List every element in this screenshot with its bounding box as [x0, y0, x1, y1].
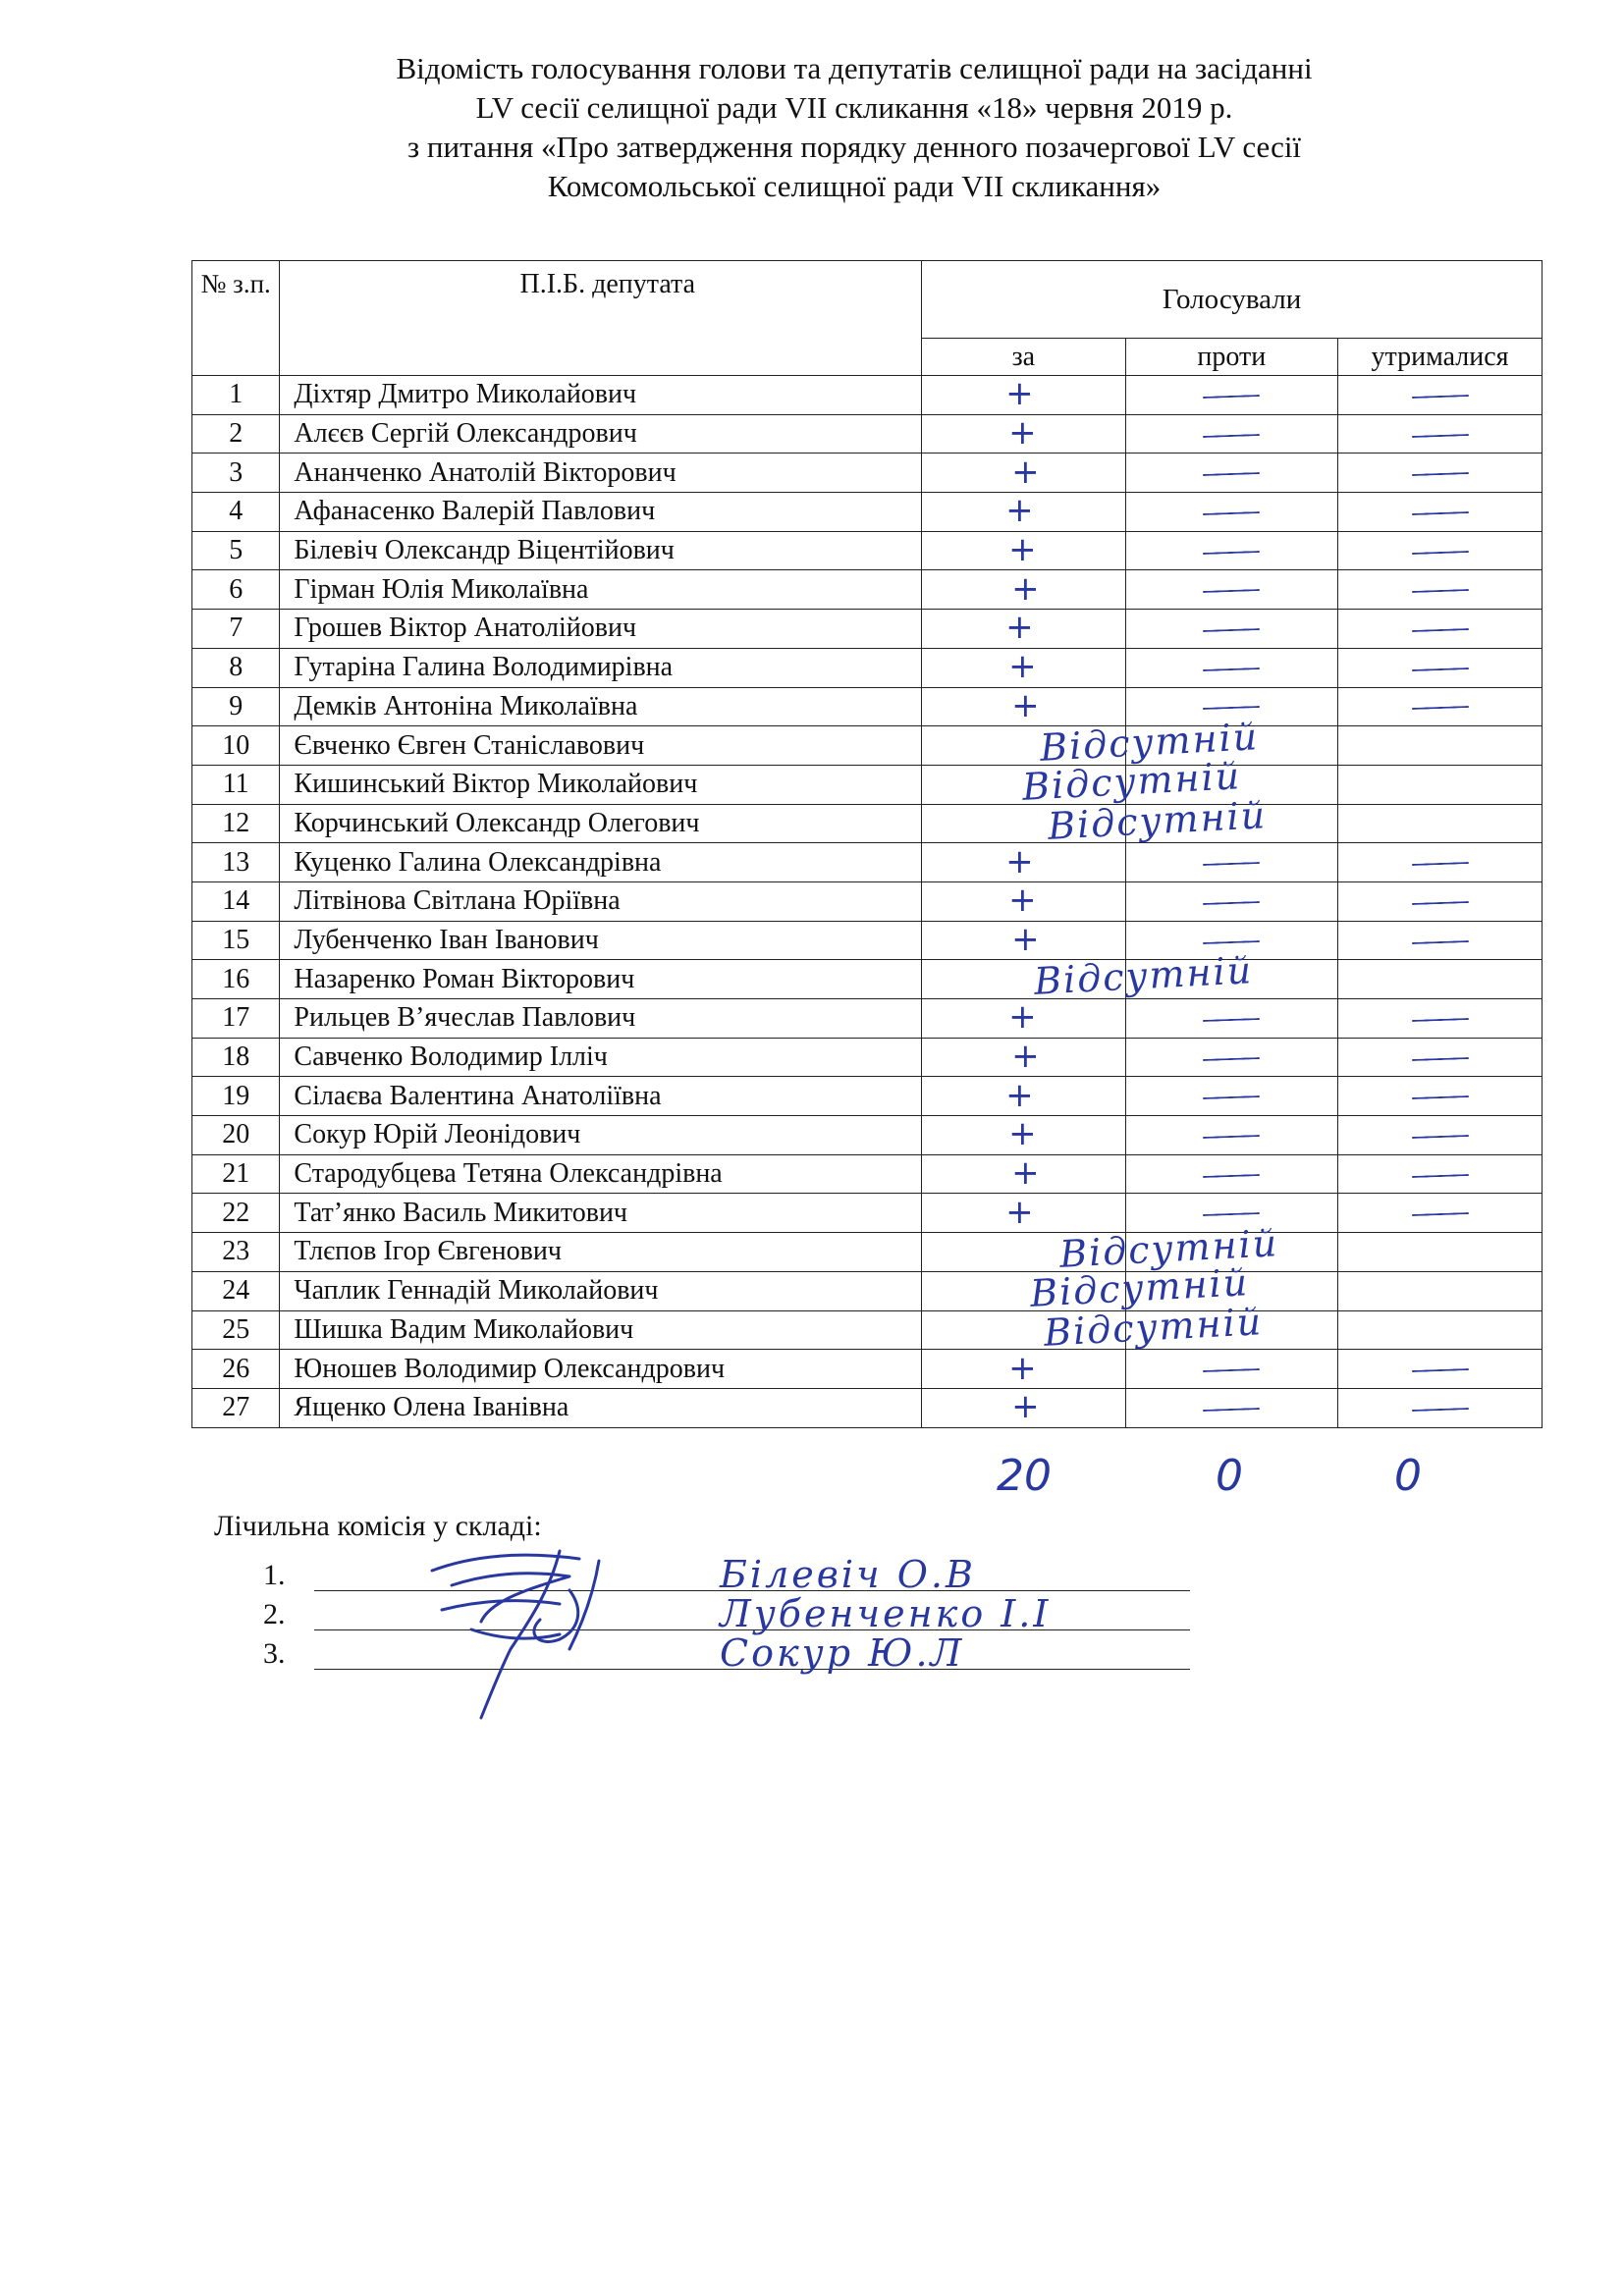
table-row [192, 687, 1543, 726]
row-number: 11 [192, 765, 280, 804]
row-number: 18 [192, 1038, 280, 1077]
table-row [192, 570, 1543, 610]
dash-mark [1203, 940, 1260, 944]
vote-cell-for [922, 531, 1126, 570]
row-number: 13 [192, 843, 280, 882]
vote-cell-for [922, 1221, 1280, 1276]
row-number: 7 [192, 610, 280, 649]
dash-mark [1412, 551, 1469, 555]
dash-mark [1412, 1408, 1469, 1412]
plus-mark: + [1008, 647, 1037, 687]
plus-mark: + [1005, 841, 1034, 881]
vote-cell-abstained [1338, 1233, 1543, 1272]
deputy-name: Алєєв Сергій Олександрович [280, 414, 922, 454]
vote-cell-abstained [1338, 1116, 1543, 1155]
absent-mark: Відсутній [1029, 1260, 1251, 1315]
plus-mark: + [1005, 1075, 1034, 1115]
vote-cell-against [1125, 843, 1337, 882]
row-number: 22 [192, 1194, 280, 1233]
table-row [192, 493, 1543, 532]
dash-mark [1412, 1057, 1469, 1061]
header-voted: Голосували [922, 261, 1543, 339]
table-row [192, 1077, 1543, 1116]
row-number: 2 [192, 414, 280, 454]
vote-cell-abstained [1338, 531, 1543, 570]
absent-mark: Відсутній [1039, 715, 1261, 770]
dash-mark [1203, 667, 1260, 671]
vote-cell-against [1125, 531, 1337, 570]
row-number: 16 [192, 960, 280, 999]
vote-cell-for [922, 948, 1255, 1004]
plus-mark: + [1011, 1037, 1040, 1077]
table-row [192, 921, 1543, 960]
member-number: 1. [263, 1559, 286, 1591]
header-for: за [922, 339, 1126, 376]
dash-mark [1412, 706, 1469, 710]
dash-mark [1203, 589, 1260, 593]
header-against: проти [1125, 339, 1337, 376]
vote-cell-abstained [1338, 726, 1543, 766]
vote-cell-abstained [1338, 687, 1543, 726]
table-row [192, 414, 1543, 454]
heading-line-3: з питання «Про затвердження порядку денного позачергової LV сесії [406, 130, 1302, 164]
row-number: 4 [192, 493, 280, 532]
row-number: 14 [192, 881, 280, 921]
vote-cell-for [922, 687, 1126, 726]
plus-mark: + [1005, 374, 1034, 414]
deputy-name: Гутаріна Галина Володимирівна [280, 648, 922, 687]
row-number: 9 [192, 687, 280, 726]
dash-mark [1412, 434, 1469, 438]
row-number: 25 [192, 1310, 280, 1350]
absent-mark: Відсутній [1047, 792, 1269, 848]
table-row [192, 726, 1543, 766]
vote-cell-for [922, 454, 1126, 493]
vote-cell-for [922, 1388, 1126, 1427]
row-number: 20 [192, 1116, 280, 1155]
handwritten-signature [412, 1531, 668, 1728]
plus-mark: + [1011, 1153, 1040, 1194]
vote-cell-for [922, 1038, 1126, 1077]
vote-cell-abstained [1338, 765, 1543, 804]
row-number: 8 [192, 648, 280, 687]
vote-cell-for [922, 754, 1243, 809]
vote-cell-abstained [1338, 1350, 1543, 1389]
table-row [192, 1388, 1543, 1427]
commission-member [263, 1592, 1052, 1637]
heading-line-2: LV сесії селищної ради VII скликання «18» червня 2019 р. [475, 90, 1233, 125]
dash-mark [1412, 862, 1469, 866]
vote-cell-against [1125, 610, 1337, 649]
vote-cell-against [1125, 999, 1337, 1039]
deputy-name: Грошев Віктор Анатолійович [280, 610, 922, 649]
vote-cell-against [1125, 960, 1337, 999]
row-number: 10 [192, 726, 280, 766]
vote-cell-abstained [1338, 881, 1543, 921]
row-number: 26 [192, 1350, 280, 1389]
dash-mark [1412, 901, 1469, 905]
table-row [192, 376, 1543, 415]
table-row [192, 765, 1543, 804]
row-number: 24 [192, 1271, 280, 1310]
vote-cell-against [1125, 376, 1337, 415]
deputy-name: Кишинський Віктор Миколайович [280, 765, 922, 804]
row-number: 27 [192, 1388, 280, 1427]
row-number: 23 [192, 1233, 280, 1272]
table-row [192, 960, 1543, 999]
vote-cell-for [922, 843, 1126, 882]
total-against: 0 [1216, 1451, 1243, 1501]
deputy-name: Афанасенко Валерій Павлович [280, 493, 922, 532]
dash-mark [1412, 940, 1469, 944]
vote-cell-abstained [1338, 1194, 1543, 1233]
dash-mark [1203, 395, 1260, 399]
dash-mark [1203, 1018, 1260, 1022]
plus-mark: + [1005, 491, 1034, 531]
row-number: 5 [192, 531, 280, 570]
dash-mark [1412, 1018, 1469, 1022]
dash-mark [1203, 434, 1260, 438]
vote-cell-abstained [1338, 1077, 1543, 1116]
vote-cell-against [1125, 570, 1337, 610]
vote-cell-for [922, 610, 1126, 649]
table-row [192, 1310, 1543, 1350]
vote-cell-against [1125, 414, 1337, 454]
vote-cell-abstained [1338, 493, 1543, 532]
table-row [192, 648, 1543, 687]
vote-cell-against [1125, 493, 1337, 532]
member-number: 3. [263, 1637, 286, 1670]
dash-mark [1203, 1408, 1260, 1412]
vote-cell-against [1125, 648, 1337, 687]
table-row [192, 1350, 1543, 1389]
absent-mark: Відсутній [1043, 1299, 1265, 1355]
vote-cell-abstained [1338, 1038, 1543, 1077]
dash-mark [1412, 628, 1469, 632]
plus-mark: + [1011, 919, 1040, 959]
plus-mark: + [1008, 997, 1037, 1038]
vote-cell-for [922, 1350, 1126, 1389]
plus-mark: + [1008, 1114, 1037, 1154]
total-for: 20 [997, 1451, 1052, 1501]
vote-cell-abstained [1338, 376, 1543, 415]
table-row [192, 531, 1543, 570]
vote-cell-for [922, 414, 1126, 454]
plus-mark: + [1005, 1192, 1034, 1232]
vote-cell-for [922, 648, 1126, 687]
header-name: П.І.Б. депутата [280, 261, 922, 376]
vote-cell-against [1125, 1154, 1337, 1194]
plus-mark: + [1011, 568, 1040, 609]
dash-mark [1203, 1368, 1260, 1372]
vote-cell-against [1125, 1077, 1337, 1116]
vote-cell-against [1125, 1310, 1337, 1350]
table-row [192, 1271, 1543, 1310]
dash-mark [1412, 667, 1469, 671]
dash-mark [1203, 1212, 1260, 1216]
deputy-name: Савченко Володимир Ілліч [280, 1038, 922, 1077]
table-row [192, 999, 1543, 1039]
member-number: 2. [263, 1598, 286, 1630]
dash-mark [1412, 511, 1469, 515]
row-number: 1 [192, 376, 280, 415]
plus-mark: + [1011, 685, 1040, 725]
table-row [192, 1194, 1543, 1233]
vote-cell-for [922, 1299, 1265, 1355]
vote-cell-abstained [1338, 1271, 1543, 1310]
deputy-name: Сілаєва Валентина Анатоліївна [280, 1077, 922, 1116]
plus-mark: + [1005, 608, 1034, 648]
table-row [192, 843, 1543, 882]
dash-mark [1203, 901, 1260, 905]
deputy-name: Назаренко Роман Вікторович [280, 960, 922, 999]
deputy-name: Діхтяр Дмитро Миколайович [280, 376, 922, 415]
vote-cell-for [922, 715, 1261, 770]
vote-cell-for [922, 881, 1126, 921]
dash-mark [1203, 862, 1260, 866]
deputy-name: Літвінова Світлана Юріївна [280, 881, 922, 921]
total-abstained: 0 [1394, 1451, 1422, 1501]
vote-cell-for [922, 999, 1126, 1039]
dash-mark [1412, 1212, 1469, 1216]
vote-cell-for [922, 1260, 1251, 1315]
row-number: 17 [192, 999, 280, 1039]
deputy-name: Ященко Олена Іванівна [280, 1388, 922, 1427]
table-row [192, 804, 1543, 843]
row-number: 21 [192, 1154, 280, 1194]
dash-mark [1412, 1135, 1469, 1139]
plus-mark: + [1008, 1348, 1037, 1388]
deputy-name: Білевіч Олександр Віцентійович [280, 531, 922, 570]
table-row [192, 1038, 1543, 1077]
table-row [192, 1154, 1543, 1194]
header-number: № з.п. [192, 261, 280, 376]
absent-mark: Відсутній [1058, 1221, 1280, 1276]
heading-line-4: Комсомольської селищної ради VII скликання» [547, 169, 1162, 203]
deputy-name: Шишка Вадим Миколайович [280, 1310, 922, 1350]
heading-line-1: Відомість голосування голови та депутатів селищної ради на засіданні [396, 51, 1313, 85]
deputy-name: Куценко Галина Олександрівна [280, 843, 922, 882]
member-name: Білевіч О.В [720, 1553, 976, 1596]
dash-mark [1203, 1135, 1260, 1139]
dash-mark [1203, 511, 1260, 515]
plus-mark: + [1008, 881, 1037, 921]
commission-member [263, 1553, 976, 1598]
vote-cell-abstained [1338, 1388, 1543, 1427]
commission-members [263, 1553, 1052, 1677]
dash-mark [1412, 1368, 1469, 1372]
plus-mark: + [1011, 1387, 1040, 1427]
vote-cell-abstained [1338, 454, 1543, 493]
dash-mark [1412, 472, 1469, 476]
vote-cell-abstained [1338, 960, 1543, 999]
table-row [192, 1116, 1543, 1155]
row-number: 15 [192, 921, 280, 960]
member-name: Сокур Ю.Л [720, 1631, 965, 1675]
vote-cell-for [922, 792, 1269, 848]
dash-mark [1203, 1174, 1260, 1178]
vote-cell-against [1125, 1038, 1337, 1077]
dash-mark [1203, 1057, 1260, 1061]
deputy-name: Гірман Юлія Миколаївна [280, 570, 922, 610]
plus-mark: + [1011, 452, 1040, 492]
vote-cell-for [922, 1077, 1126, 1116]
vote-cell-against [1125, 804, 1337, 843]
vote-cell-for [922, 1194, 1126, 1233]
header-abstained: утрималися [1338, 339, 1543, 376]
dash-mark [1203, 706, 1260, 710]
vote-cell-abstained [1338, 648, 1543, 687]
absent-mark: Відсутній [1021, 754, 1243, 809]
dash-mark [1412, 1095, 1469, 1099]
row-number: 6 [192, 570, 280, 610]
vote-cell-abstained [1338, 804, 1543, 843]
plus-mark: + [1008, 530, 1037, 570]
row-number: 3 [192, 454, 280, 493]
vote-cell-abstained [1338, 999, 1543, 1039]
vote-cell-against [1125, 454, 1337, 493]
deputy-name: Демків Антоніна Миколаївна [280, 687, 922, 726]
deputy-name: Чаплик Геннадій Миколайович [280, 1271, 922, 1310]
table-row [192, 1233, 1543, 1272]
dash-mark [1203, 472, 1260, 476]
dash-mark [1203, 1095, 1260, 1099]
member-name: Лубенченко І.І [720, 1592, 1052, 1635]
vote-cell-abstained [1338, 610, 1543, 649]
deputy-name: Корчинський Олександр Олегович [280, 804, 922, 843]
vote-cell-for [922, 570, 1126, 610]
vote-cell-abstained [1338, 843, 1543, 882]
document-heading [226, 49, 1483, 206]
absent-mark: Відсутній [1033, 948, 1255, 1004]
table-row [192, 610, 1543, 649]
plus-mark: + [1008, 413, 1037, 454]
vote-cell-abstained [1338, 1154, 1543, 1194]
voting-table [191, 260, 1543, 1428]
table-row [192, 881, 1543, 921]
vote-cell-for [922, 493, 1126, 532]
vote-rows [192, 376, 1543, 1428]
dash-mark [1412, 589, 1469, 593]
vote-cell-against [1125, 1350, 1337, 1389]
vote-cell-for [922, 376, 1126, 415]
vote-cell-for [922, 921, 1126, 960]
deputy-name: Сокур Юрій Леонідович [280, 1116, 922, 1155]
commission-title: Лічильна комісія у складі: [214, 1510, 542, 1542]
row-number: 19 [192, 1077, 280, 1116]
deputy-name: Ананченко Анатолій Вікторович [280, 454, 922, 493]
row-number: 12 [192, 804, 280, 843]
vote-cell-against [1125, 1388, 1337, 1427]
deputy-name: Юношев Володимир Олександрович [280, 1350, 922, 1389]
vote-cell-for [922, 1116, 1126, 1155]
deputy-name: Лубенченко Іван Іванович [280, 921, 922, 960]
deputy-name: Стародубцева Тетяна Олександрівна [280, 1154, 922, 1194]
vote-cell-abstained [1338, 570, 1543, 610]
vote-cell-abstained [1338, 921, 1543, 960]
vote-cell-abstained [1338, 1310, 1543, 1350]
vote-cell-for [922, 1154, 1126, 1194]
deputy-name: Євченко Євген Станіславович [280, 726, 922, 766]
vote-cell-against [1125, 1116, 1337, 1155]
dash-mark [1412, 395, 1469, 399]
vote-cell-abstained [1338, 414, 1543, 454]
dash-mark [1203, 551, 1260, 555]
deputy-name: Рильцев В’ячеслав Павлович [280, 999, 922, 1039]
vote-cell-against [1125, 881, 1337, 921]
deputy-name: Тлєпов Ігор Євгенович [280, 1233, 922, 1272]
commission-member [263, 1631, 965, 1677]
dash-mark [1412, 1174, 1469, 1178]
table-row [192, 454, 1543, 493]
dash-mark [1203, 628, 1260, 632]
deputy-name: Тат’янко Василь Микитович [280, 1194, 922, 1233]
